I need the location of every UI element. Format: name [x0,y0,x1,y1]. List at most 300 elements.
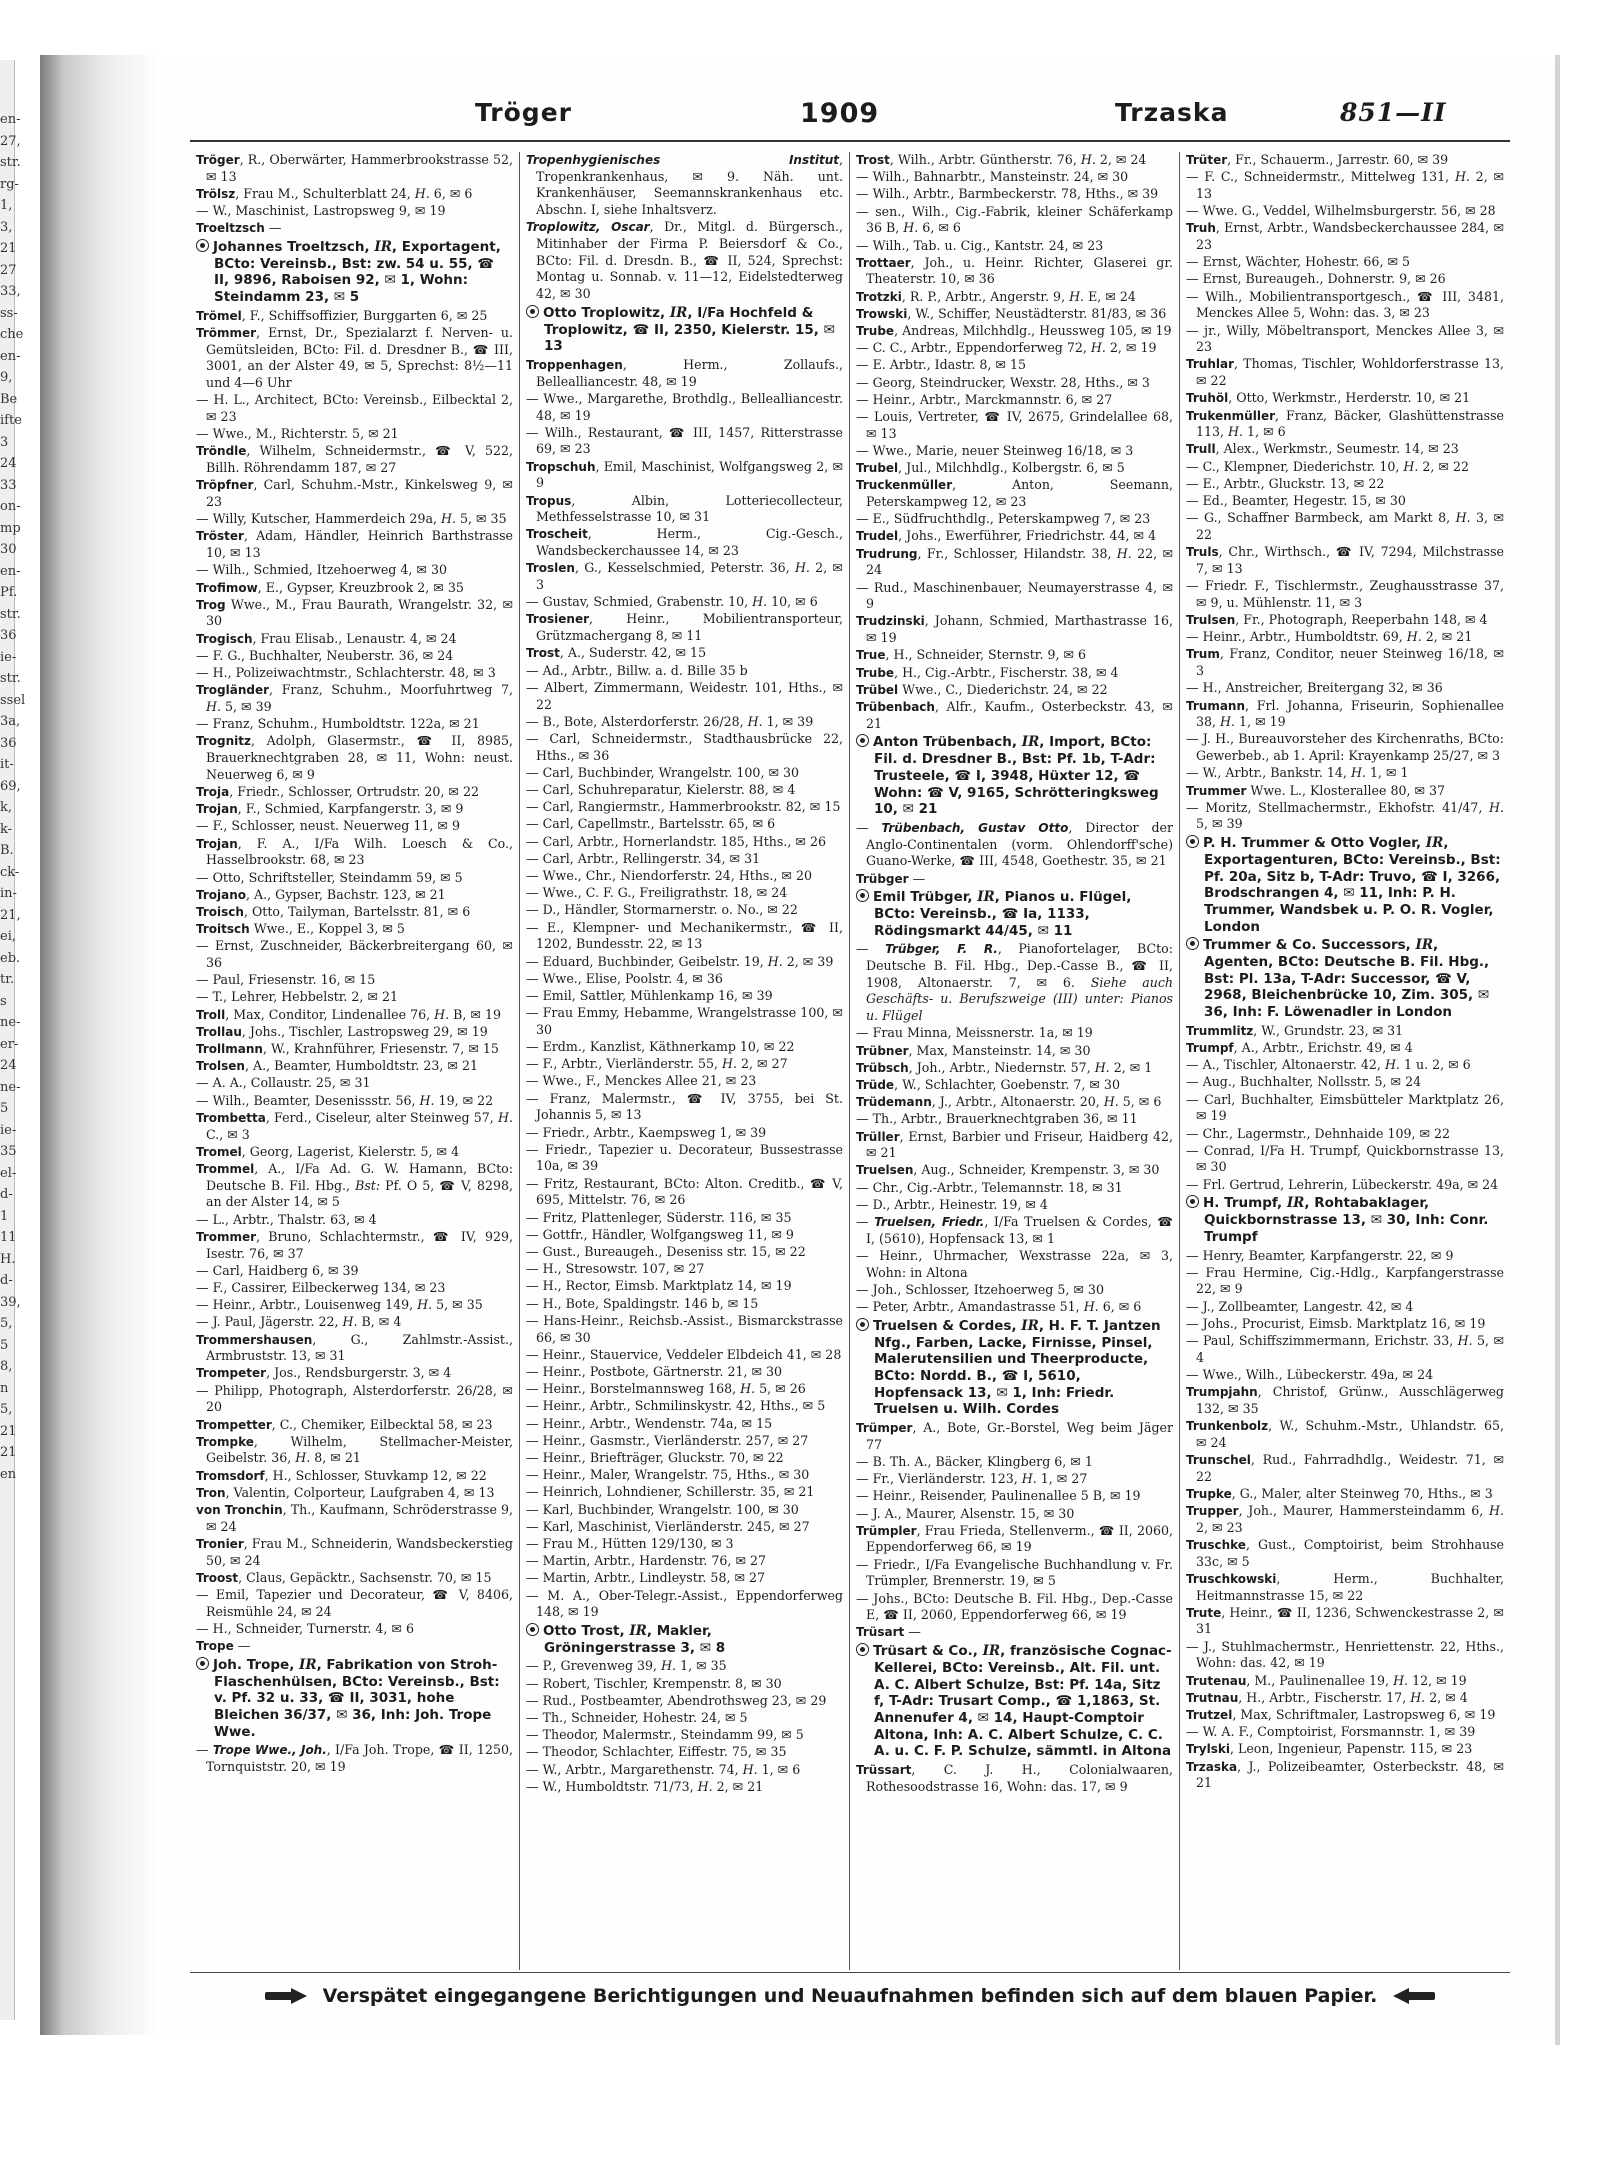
directory-entry: Trombetta, Ferd., Ciseleur, alter Steinweg 57, H. C., ✉ 3 [196,1109,513,1142]
directory-entry: Tromsdorf, H., Schlosser, Stuvkamp 12, ✉ 22 [196,1467,487,1483]
directory-entry: — Franz, Schuhm., Humboldtstr. 122a, ✉ 21 [196,716,480,732]
directory-entry: Trudzinski, Johann, Schmied, Marthastrasse 16, ✉ 19 [856,613,1173,646]
directory-entry: — F. G., Buchhalter, Neuberstr. 36, ✉ 24 [196,647,454,663]
directory-entry: Trommel, A., I/Fa Ad. G. W. Hamann, BCto: Deutsche B. Fil. Hbg., Bst: Pf. O 5, ☎ V, 8298, an der Alster 14, ✉ 5 [196,1160,513,1210]
directory-entry: — Heinr., Arbtr., Louisenweg 149, H. 5, ✉ 35 [196,1297,483,1313]
directory-entry: — H., Stresowstr. 107, ✉ 27 [526,1261,705,1277]
directory-entry: Truschkowski, Herm., Buchhalter, Heitmannstrasse 15, ✉ 22 [1186,1570,1504,1603]
directory-entry: — Wwe., C. F. G., Freiligrathstr. 18, ✉ 24 [526,885,788,901]
directory-entry: — Heinr., Arbtr., Wendenstr. 74a, ✉ 15 [526,1415,773,1431]
directory-entry: — G., Schaffner Barmbeck, am Markt 8, H. 3, ✉ 22 [1186,510,1505,542]
directory-entry: — Willy, Kutscher, Hammerdeich 29a, H. 5, ✉ 35 [196,511,507,527]
margin-fragment: ssel [0,692,26,708]
directory-entry: — Trübenbach, Gustav Otto, Director der Anglo-Continentalen (vorm. Ohlendorff'sche) Guano-Werke, ☎ III, 4548, Goethestr. 35, ✉ 21 [856,819,1173,869]
directory-entry: — Ad., Arbtr., Billw. a. d. Bille 35 b [526,662,748,678]
margin-fragment: el- [0,1165,17,1181]
directory-entry: — T., Lehrer, Hebbelstr. 2, ✉ 21 [196,989,399,1005]
directory-entry: Troplowitz, Oscar, Dr., Mitgl. d. Bürgersch., Mitinhaber der Firma P. Beiersdorf & Co., BCto: Fil. d. Dresdn. B., ☎ II, 524, Sprechst: Montag u. Sonnab. v. 11—12, Eidelstedterweg 42, ✉ 30 [526,219,843,302]
directory-entry: — Rud., Postbeamter, Abendrothsweg 23, ✉ 29 [526,1692,827,1708]
directory-entry: — Ernst, Zuschneider, Bäckerbreitergang 60, ✉ 36 [196,938,513,971]
margin-fragment: 3a, [0,714,21,729]
directory-entry: Trube, H., Cig.-Arbtr., Fischerstr. 38, ✉ 4 [856,664,1119,680]
directory-entry: Trompke, Wilhelm, Stellmacher-Meister, Geibelstr. 36, H. 8, ✉ 21 [196,1433,513,1466]
directory-entry: Trupper, Joh., Maurer, Hammersteindamm 6, H. 2, ✉ 23 [1186,1503,1504,1535]
directory-entry: — H., Bote, Spaldingstr. 146 b, ✉ 15 [526,1295,759,1311]
directory-entry: Trukenmüller, Franz, Bäcker, Glashüttenstrasse 113, H. 1, ✉ 6 [1186,407,1504,440]
directory-entry: — Wilh., Tab. u. Cig., Kantstr. 24, ✉ 23 [856,237,1104,253]
directory-entry: — Frl. Gertrud, Lehrerin, Lübeckerstr. 49a, ✉ 24 [1186,1176,1499,1192]
directory-entry: — Moritz, Stellmachermstr., Ekhofstr. 41/47, H. 5, ✉ 39 [1186,799,1504,832]
margin-fragment: 9, [0,370,13,385]
entry-text: Johannes Troeltzsch, IR, Exportagent, BCto: Vereinsb., Bst: zw. 54 u. 55, ☎ II, 9896, Raboisen 92, ✉ 1, Wohn: Steindamm 23, ✉ 5 [213,239,501,306]
firm-mark-icon [526,1623,539,1636]
directory-entry: — Wwe., M., Richterstr. 5, ✉ 21 [196,426,399,442]
directory-entry: Trübger — [856,870,926,886]
directory-entry: Trognitz, Adolph, Glasermstr., ☎ II, 8985, Brauerknechtgraben 28, ✉ 11, Wohn: neust. Neuerweg 6, ✉ 9 [196,733,513,782]
directory-column-1 [190,152,520,1970]
directory-entry: Tröpfner, Carl, Schuhm.-Mstr., Kinkelsweg 9, ✉ 23 [196,477,513,510]
directory-entry: Trommershausen, G., Zahlmstr.-Assist., Armbruststr. 13, ✉ 31 [196,1331,513,1364]
directory-entry: — Joh., Schlosser, Itzehoerweg 5, ✉ 30 [856,1281,1104,1297]
margin-fragment: 21 [0,1423,17,1439]
directory-entry: — Wilh., Arbtr., Barmbeckerstr. 78, Hths., ✉ 39 [856,186,1159,202]
directory-entry: Trömmer, Ernst, Dr., Spezialarzt f. Nerven- u. Gemütsleiden, BCto: Fil. d. Dresdner B., ☎ III, 3001, an der Alster 49, ✉ 5, Sprechst: 8½—11 und 4—6 Uhr [196,325,513,391]
margin-fragment: B. [0,843,14,858]
directory-entry: — Karl, Buchbinder, Wrangelstr. 100, ✉ 30 [526,1501,799,1517]
firm-mark-icon [856,734,869,747]
directory-entry: Troja, Friedr., Schlosser, Ortrudstr. 20, ✉ 22 [196,784,480,800]
directory-entry: Trudrung, Fr., Schlosser, Hilandstr. 38, H. 22, ✉ 24 [856,545,1173,578]
firm-entry [1186,835,1504,935]
directory-entry: — Fr., Vierländerstr. 123, H. 1, ✉ 27 [856,1471,1088,1487]
directory-entry: — Wwe., Margarethe, Brothdlg., Bellealliancestr. 48, ✉ 19 [526,390,843,423]
margin-fragment: 5, [0,1402,13,1417]
directory-entry: — Theodor, Malermstr., Steindamm 99, ✉ 5 [526,1727,804,1743]
directory-entry: — Frau M., Hütten 129/130, ✉ 3 [526,1535,734,1551]
margin-fragment: 39, [0,1294,21,1310]
directory-entry: — W., Arbtr., Bankstr. 14, H. 1, ✉ 1 [1186,765,1409,781]
directory-entry: — Erdm., Kanzlist, Käthnerkamp 10, ✉ 22 [526,1039,795,1055]
directory-entry: — Gustav, Schmied, Grabenstr. 10, H. 10, ✉ 6 [526,594,818,610]
directory-entry: — Gust., Bureaugeh., Deseniss str. 15, ✉ 22 [526,1244,806,1259]
directory-entry: — Fritz, Restaurant, BCto: Alton. Creditb., ☎ V, 695, Mittelstr. 76, ✉ 26 [526,1175,843,1208]
margin-fragment: k- [0,821,13,837]
margin-fragment: rg- [0,176,19,192]
margin-fragment: mp [0,520,21,536]
firm-entry [856,1318,1173,1418]
directory-entry: — Peter, Arbtr., Amandastrasse 51, H. 6, ✉ 6 [856,1299,1142,1315]
directory-entry: Trowski, W., Schiffer, Neustädterstr. 81/83, ✉ 36 [856,305,1167,321]
directory-entry: — A. A., Collaustr. 25, ✉ 31 [196,1075,371,1091]
entry-text: Otto Trost, IR, Makler, Gröningerstrasse 3, ✉ 8 [543,1622,726,1656]
directory-entry: Trzaska, J., Polizeibeamter, Osterbeckstr. 48, ✉ 21 [1186,1758,1504,1791]
directory-entry: — Ed., Beamter, Hegestr. 15, ✉ 30 [1186,493,1406,509]
firm-entry [526,1623,843,1656]
margin-fragment: 30 [0,542,17,557]
margin-fragment: 5 [0,1337,9,1353]
directory-entry: — Carl, Buchbinder, Wrangelstr. 100, ✉ 30 [526,764,800,780]
margin-fragment: 3 [0,434,9,450]
entry-text: P. H. Trummer & Otto Vogler, IR, Exportagenturen, BCto: Vereinsb., Bst: Pf. 20a, Sitz b, T-Adr: Truvo, ☎ I, 3266, Brodschrangen 4, ✉ 11, Inh: P. H. Trummer, Wandsbek u. P. O. R. Vogler, London [1203,835,1501,935]
directory-entry: — Carl, Schneidermstr., Stadthausbrücke 22, Hths., ✉ 36 [526,730,843,763]
directory-entry: — Heinr., Arbtr., Schmilinskystr. 42, Hths., ✉ 5 [526,1398,826,1414]
directory-entry: — Ernst, Bureaugeh., Dohnerstr. 9, ✉ 26 [1186,271,1446,287]
directory-entry: — Heinr., Briefträger, Gluckstr. 70, ✉ 22 [526,1449,784,1465]
directory-entry: Trüsart — [856,1624,921,1640]
directory-entry: — Friedr., Arbtr., Kaempsweg 1, ✉ 39 [526,1124,767,1140]
directory-entry: — Frau Emmy, Hebamme, Wrangelstrasse 100, ✉ 30 [526,1005,843,1037]
directory-entry: — Aug., Buchhalter, Nollsstr. 5, ✉ 24 [1186,1074,1422,1090]
directory-entry: Trog Wwe., M., Frau Baurath, Wrangelstr. 32, ✉ 30 [196,596,513,629]
directory-entry: — Louis, Vertreter, ☎ IV, 2675, Grindelallee 68, ✉ 13 [856,409,1173,441]
directory-entry: Troeltzsch — [196,220,282,236]
margin-fragment: Be [0,391,18,407]
directory-entry: Trübenbach, Alfr., Kaufm., Osterbeckstr. 43, ✉ 21 [856,699,1173,731]
entry-text: H. Trumpf, IR, Rohtabaklager, Quickbornstrasse 13, ✉ 30, Inh: Conr. Trumpf [1203,1195,1489,1245]
directory-entry: Trotzki, R. P., Arbtr., Angerstr. 9, H. E, ✉ 24 [856,288,1136,304]
directory-entry: Trompeter, Jos., Rendsburgerstr. 3, ✉ 4 [196,1365,452,1381]
directory-entry: — Friedr., Tapezier u. Decorateur, Bussestrasse 10a, ✉ 39 [526,1141,843,1174]
margin-fragment: 36 [0,628,17,643]
directory-entry: — Wwe., F., Menckes Allee 21, ✉ 23 [526,1073,757,1089]
directory-entry: — E., Klempner- und Mechanikermstr., ☎ II, 1202, Bundesstr. 22, ✉ 13 [526,919,843,952]
directory-entry: — Emil, Sattler, Mühlenkamp 16, ✉ 39 [526,987,773,1003]
margin-fragment: ie- [0,1122,17,1138]
directory-entry: — Rud., Maschinenbauer, Neumayerstrasse 4, ✉ 9 [856,579,1173,612]
margin-fragment: H. [0,1251,16,1267]
directory-entry: — Johs., BCto: Deutsche B. Fil. Hbg., Dep.-Casse E, ☎ II, 2060, Eppendorferweg 66, ✉ 19 [856,1590,1173,1623]
margin-fragment: tr. [0,972,15,987]
directory-entry: — F., Cassirer, Eilbeckerweg 134, ✉ 23 [196,1279,446,1295]
firm-entry [856,889,1173,939]
directory-entry: — Georg, Steindrucker, Wexstr. 28, Hths., ✉ 3 [856,374,1150,390]
directory-entry: Trogländer, Franz, Schuhm., Moorfuhrtweg 7, H. 5, ✉ 39 [196,682,513,714]
directory-entry: Trüde, W., Schlachter, Goebenstr. 7, ✉ 30 [856,1076,1120,1092]
directory-entry: Trüter, Fr., Schauerm., Jarrestr. 60, ✉ 39 [1186,152,1449,167]
margin-fragment: 1 [0,1208,9,1224]
margin-fragment: s [0,993,7,1009]
directory-entry: Truhöl, Otto, Werkmstr., Herderstr. 10, ✉ 21 [1186,390,1471,406]
margin-fragment: che [0,327,24,342]
margin-fragment: er- [0,1036,19,1052]
running-head-year: 1909 [800,98,880,129]
pointing-hand-icon [1391,1987,1435,2005]
margin-fragment: 33, [0,284,21,299]
directory-entry: — Wilh., Mobilientransportgesch., ☎ III, 3481, Menckes Allee 5, Wohn: das. 3, ✉ 23 [1186,288,1504,321]
directory-entry: — Robert, Tischler, Krempenstr. 8, ✉ 30 [526,1675,782,1691]
directory-entry: — Heinr., Gasmstr., Vierländerstr. 257, ✉ 27 [526,1432,809,1448]
pointing-hand-icon [265,1987,309,2005]
firm-entry [196,1657,513,1741]
directory-entry: Trollau, Johs., Tischler, Lastropsweg 29, ✉ 19 [196,1023,488,1039]
directory-entry: — C., Klempner, Diederichstr. 10, H. 2, ✉ 22 [1186,458,1470,474]
directory-entry: — H., Anstreicher, Breitergang 32, ✉ 36 [1186,680,1443,696]
directory-entry: — Friedr. F., Tischlermstr., Zeughausstrasse 37, ✉ 9, u. Mühlenstr. 11, ✉ 3 [1186,578,1504,610]
directory-entry: Troisch, Otto, Tailyman, Bartelsstr. 81, ✉ 6 [196,903,471,919]
directory-entry: Trüssart, C. J. H., Colonialwaaren, Rothesoodstrasse 16, Wohn: das. 17, ✉ 9 [856,1762,1173,1794]
running-head-first-name: Tröger [475,98,572,127]
directory-entry: Trölsz, Frau M., Schulterblatt 24, H. 6, ✉ 6 [196,185,473,201]
header-rule [190,140,1510,142]
margin-fragment: eb. [0,950,21,966]
directory-entry: Trümper, A., Bote, Gr.-Borstel, Weg beim Jäger 77 [856,1420,1173,1452]
entry-text: Truelsen & Cordes, IR, H. F. T. Jantzen Nfg., Farben, Lacke, Firnisse, Pinsel, Malerutensilien und Theerproducte, BCto: Nordd. B., ☎ I, 5610, Hopfensack 13, ✉ 1, Inh: Friedr. Truelsen u. Wilh. Cordes [873,1317,1161,1418]
directory-entry: — Carl, Arbtr., Hornerlandstr. 185, Hths., ✉ 26 [526,833,826,849]
margin-fragment: 21 [0,1445,17,1460]
margin-fragment: in- [0,886,17,901]
directory-entry: — Wwe., Marie, neuer Steinweg 16/18, ✉ 3 [856,442,1134,458]
directory-entry: Trull, Alex., Werkmstr., Seumestr. 14, ✉ 23 [1186,441,1459,457]
directory-entry: — F., Arbtr., Vierländerstr. 55, H. 2, ✉ 27 [526,1056,788,1072]
directory-entry: — P., Grevenweg 39, H. 1, ✉ 35 [526,1658,727,1674]
margin-fragment: str. [0,606,21,622]
directory-entry: — B., Bote, Alsterdorferstr. 26/28, H. 1, ✉ 39 [526,713,814,729]
directory-entry: Truls, Chr., Wirthsch., ☎ IV, 7294, Milchstrasse 7, ✉ 13 [1186,544,1504,576]
directory-entry: — Th., Arbtr., Brauerknechtgraben 36, ✉ 11 [856,1111,1138,1127]
directory-entry: — Carl, Arbtr., Rellingerstr. 34, ✉ 31 [526,850,761,866]
directory-entry: Trube, Andreas, Milchhdlg., Heussweg 105, ✉ 19 [856,323,1172,339]
firm-entry [856,1643,1173,1760]
margin-fragment: ie- [0,649,17,665]
directory-entry: — E. Arbtr., Idastr. 8, ✉ 15 [856,357,1026,373]
directory-entry: — F., Schlosser, neust. Neuerweg 11, ✉ 9 [196,818,460,834]
directory-entry: — J. H., Bureauvorsteher des Kirchenraths, BCto: Gewerbeb., ab 1. April: Krayenkamp 25/27, ✉ 3 [1186,731,1504,764]
directory-entry: — Gottfr., Händler, Wolfgangsweg 11, ✉ 9 [526,1226,794,1242]
directory-entry: Trylski, Leon, Ingenieur, Papenstr. 115, ✉ 23 [1186,1741,1473,1757]
directory-entry: — jr., Willy, Möbeltransport, Menckes Allee 3, ✉ 23 [1186,322,1504,355]
margin-fragment: 27 [0,262,17,278]
book-gutter-shadow [40,55,160,2035]
directory-entry: Tropenhygienisches Institut, Tropenkrankenhaus, ✉ 9. Näh. unt. Krankenhäuser, Seemannskrankenhaus etc. Abschn. I, siehe Inhaltsverz. [526,152,843,218]
directory-entry: — Johs., Procurist, Eimsb. Marktplatz 16, ✉ 19 [1186,1315,1486,1331]
directory-page [160,60,1555,2040]
directory-column-2 [520,152,850,1970]
directory-entry: — Karl, Maschinist, Vierländerstr. 245, ✉ 27 [526,1518,810,1534]
directory-entry: Tröster, Adam, Händler, Heinrich Barthstrasse 10, ✉ 13 [196,528,513,561]
firm-mark-icon [856,889,869,902]
directory-entry: — Emil, Tapezier und Decorateur, ☎ V, 8406, Reismühle 24, ✉ 24 [196,1587,513,1619]
directory-entry: Trumann, Frl. Johanna, Friseurin, Sophienallee 38, H. 1, ✉ 19 [1186,697,1504,730]
directory-entry: — W. A. F., Comptoirist, Forsmannstr. 1, ✉ 39 [1186,1724,1476,1740]
directory-entry: Trumpjahn, Christof, Grünw., Ausschlägerweg 132, ✉ 35 [1186,1384,1504,1416]
directory-entry: — Heinr., Stauervice, Veddeler Elbdeich 41, ✉ 28 [526,1346,842,1362]
directory-entry: Trost, A., Suderstr. 42, ✉ 15 [526,645,707,661]
directory-entry: — Heinr., Maler, Wrangelstr. 75, Hths., ✉ 30 [526,1467,810,1483]
margin-fragment: d- [0,1273,13,1288]
directory-entry: — Wwe., Elise, Poolstr. 4, ✉ 36 [526,970,723,986]
margin-fragment: 11 [0,1230,17,1245]
directory-entry: Tromel, Georg, Lagerist, Kielerstr. 5, ✉ 4 [196,1143,460,1159]
directory-entry: — Heinrich, Lohndiener, Schillerstr. 35, ✉ 21 [526,1484,815,1500]
directory-entry: True, H., Schneider, Sternstr. 9, ✉ 6 [856,647,1087,663]
directory-entry: Truhlar, Thomas, Tischler, Wohldorferstrasse 13, ✉ 22 [1186,356,1504,389]
directory-entry: Trompetter, C., Chemiker, Eilbecktal 58, ✉ 23 [196,1416,493,1432]
directory-entry: — Heinr., Arbtr., Marckmannstr. 6, ✉ 27 [856,391,1113,407]
directory-entry: Trommer, Bruno, Schlachtermstr., ☎ IV, 929, Isestr. 76, ✉ 37 [196,1228,513,1261]
directory-entry: Trottaer, Joh., u. Heinr. Richter, Glaserei gr. Theaterstr. 10, ✉ 36 [856,254,1173,287]
directory-entry: Troitsch Wwe., E., Koppel 3, ✉ 5 [196,921,405,937]
directory-entry: Trudel, Johs., Ewerführer, Friedrichstr. 44, ✉ 4 [856,528,1157,544]
directory-entry: Troll, Max, Conditor, Lindenallee 76, H. B, ✉ 19 [196,1006,501,1022]
directory-entry: — J., Stuhlmachermstr., Henriettenstr. 22, Hths., Wohn: das. 42, ✉ 19 [1186,1638,1504,1671]
directory-entry: — C. C., Arbtr., Eppendorferweg 72, H. 2, ✉ 19 [856,340,1157,356]
page-right-edge [1555,55,1560,2045]
directory-entry: — Conrad, I/Fa H. Trumpf, Quickbornstrasse 13, ✉ 30 [1186,1142,1504,1175]
firm-entry [1186,1195,1504,1245]
directory-entry: — Martin, Arbtr., Lindleystr. 58, ✉ 27 [526,1570,766,1586]
directory-entry: — E., Südfruchthdlg., Peterskampweg 7, ✉ 23 [856,511,1151,527]
entry-text: Anton Trübenbach, IR, Import, BCto: Fil. d. Dresdner B., Bst: Pf. 1b, T-Adr: Trusteele, ☎ I, 3948, Hüxter 12, ☎ Wohn: ☎ V, 9165, Schrötteringksweg 10, ✉ 21 [873,734,1159,818]
directory-entry: — Truelsen, Friedr., I/Fa Truelsen & Cordes, ☎ I, (5610), Hopfensack 13, ✉ 1 [856,1214,1173,1246]
margin-fragment: str. [0,155,21,170]
margin-fragment: n [0,1380,9,1396]
directory-entry: — B. Th. A., Bäcker, Klingberg 6, ✉ 1 [856,1453,1093,1469]
directory-entry: Truschke, Gust., Comptoirist, beim Strohhause 33c, ✉ 5 [1186,1536,1504,1569]
directory-entry: Tröndle, Wilhelm, Schneidermstr., ☎ V, 522, Billh. Röhrendamm 187, ✉ 27 [196,443,513,476]
directory-entry: — Th., Schneider, Hohestr. 24, ✉ 5 [526,1709,748,1725]
directory-entry: Trojan, F. A., I/Fa Wilh. Loesch & Co., Hasselbrookstr. 68, ✉ 23 [196,835,513,868]
directory-entry: — Wwe., Wilh., Lübeckerstr. 49a, ✉ 24 [1186,1366,1434,1382]
directory-entry: Trümpler, Frau Frieda, Stellenverm., ☎ II, 2060, Eppendorferweg 66, ✉ 19 [856,1522,1173,1555]
margin-fragment: ss- [0,305,18,321]
directory-entry: Trunkenbolz, W., Schuhm.-Mstr., Uhlandstr. 65, ✉ 24 [1186,1418,1504,1450]
directory-entry: — Wilh., Restaurant, ☎ III, 1457, Ritterstrasse 69, ✉ 23 [526,424,843,457]
entry-text: Emil Trübger, IR, Pianos u. Flügel, BCto: Vereinsb., ☎ Ia, 1133, Rödingsmarkt 44/45, ✉ 11 [873,889,1132,939]
directory-entry: Trummer Wwe. L., Klosterallee 80, ✉ 37 [1186,782,1446,798]
directory-entry: Trubel, Jul., Milchhdlg., Kolbergstr. 6, ✉ 5 [856,460,1125,476]
margin-fragment: 27, [0,133,21,149]
directory-entry: Trosiener, Heinr., Mobilientransporteur, Grützmachergang 8, ✉ 11 [526,611,843,644]
directory-entry: — Martin, Arbtr., Hardenstr. 76, ✉ 27 [526,1553,767,1569]
directory-entry: — Trope Wwe., Joh., I/Fa Joh. Trope, ☎ II, 1250, Tornquiststr. 20, ✉ 19 [196,1742,513,1775]
directory-entry: — Carl, Schuhreparatur, Kielerstr. 88, ✉ 4 [526,782,796,798]
margin-fragment: 33 [0,477,17,493]
margin-fragment: 24 [0,1058,17,1073]
firm-entry [856,734,1173,818]
entry-text: Trummer & Co. Successors, IR, Agenten, BCto: Deutsche B. Fil. Hbg., Bst: Pl. 13a, T-Adr: Successor, ☎ V, 2968, Bleichenbrücke 10, Zim. 305, ✉ 36, Inh: F. Löwenadler in London [1203,937,1490,1021]
directory-entry: Trübner, Max, Mansteinstr. 14, ✉ 30 [856,1042,1091,1058]
directory-entry: — Carl, Rangiermstr., Hammerbrookstr. 82, ✉ 15 [526,799,841,815]
directory-entry: — Heinr., Borstelmannsweg 168, H. 5, ✉ 26 [526,1381,806,1397]
directory-entry: von Tronchin, Th., Kaufmann, Schröderstrasse 9, ✉ 24 [196,1502,513,1534]
margin-fragment: 1, [0,198,13,213]
directory-entry: Truh, Ernst, Arbtr., Wandsbeckerchaussee 284, ✉ 23 [1186,220,1504,253]
left-page-margin-fragments [0,110,40,1910]
margin-fragment: 5, [0,1316,13,1331]
directory-entry: — Eduard, Buchbinder, Geibelstr. 19, H. 2, ✉ 39 [526,953,834,969]
directory-entry: — D., Händler, Stormarnerstr. o. No., ✉ 22 [526,902,798,918]
firm-mark-icon [196,1657,209,1670]
directory-entry: Trojano, A., Gypser, Bachstr. 123, ✉ 21 [196,886,446,902]
directory-entry: — J. Paul, Jägerstr. 22, H. B, ✉ 4 [196,1314,402,1330]
directory-entry: Trumpf, A., Arbtr., Erichstr. 49, ✉ 4 [1186,1040,1413,1056]
directory-entry: — Carl, Buchhalter, Eimsbütteler Marktplatz 26, ✉ 19 [1186,1091,1504,1124]
directory-entry: Trojan, F., Schmied, Karpfangerstr. 3, ✉ 9 [196,801,464,817]
footer-text: Verspätet eingegangene Berichtigungen und Neuaufnahmen befinden sich auf dem blauen Papier. [322,1985,1378,2007]
directory-entry: — F. C., Schneidermstr., Mittelweg 131, H. 2, ✉ 13 [1186,169,1504,201]
directory-entry: — Friedr., I/Fa Evangelische Buchhandlung v. Fr. Trümpler, Brennerstr. 19, ✉ 5 [856,1556,1173,1589]
directory-entry: — Paul, Schiffszimmermann, Erichstr. 33, H. 5, ✉ 4 [1186,1333,1504,1365]
firm-mark-icon [1186,1195,1199,1208]
directory-entry: Troslen, G., Kesselschmied, Peterstr. 36, H. 2, ✉ 3 [526,560,843,593]
directory-column-4 [1180,152,1510,1970]
directory-entry: Trüdemann, J., Arbtr., Altonaerstr. 20, H. 5, ✉ 6 [856,1094,1162,1110]
margin-fragment: en- [0,348,21,364]
directory-entry: — Chr., Cig.-Arbtr., Telemannstr. 18, ✉ 31 [856,1179,1123,1195]
directory-entry: — Franz, Malermstr., ☎ IV, 3755, bei St. Johannis 5, ✉ 13 [526,1090,843,1123]
directory-entry: — Henry, Beamter, Karpfangerstr. 22, ✉ 9 [1186,1247,1454,1263]
margin-fragment: en- [0,563,21,579]
page-number: 851—II [1340,98,1447,127]
directory-entry: Trömel, F., Schiffsoffizier, Burggarten 6, ✉ 25 [196,307,488,323]
directory-entry: Trum, Franz, Conditor, neuer Steinweg 16/18, ✉ 3 [1186,646,1504,679]
entry-text: Joh. Trope, IR, Fabrikation von Stroh-Flaschenhülsen, BCto: Vereinsb., Bst: v. Pf. 32 u. 33, ☎ II, 3031, hohe Bleichen 36/37, ✉ 36, Inh: Joh. Trope Wwe. [213,1656,500,1740]
directory-entry: Trutzel, Max, Schriftmaler, Lastropsweg 6, ✉ 19 [1186,1706,1496,1722]
firm-mark-icon [856,1643,869,1656]
directory-entry: Trupke, G., Maler, alter Steinweg 70, Hths., ✉ 3 [1186,1485,1493,1501]
directory-entry: — M. A., Ober-Telegr.-Assist., Eppendorferweg 148, ✉ 19 [526,1587,843,1620]
directory-entry: Trunschel, Rud., Fahrradhdlg., Weidestr. 71, ✉ 22 [1186,1451,1504,1484]
margin-fragment: 3, [0,219,13,235]
margin-fragment: str. [0,671,21,686]
directory-entry: Troost, Claus, Gepäcktr., Sachsenstr. 70, ✉ 15 [196,1569,492,1585]
directory-entry: Trolsen, A., Beamter, Humboldtstr. 23, ✉ 21 [196,1058,479,1074]
margin-fragment: ne- [0,1079,21,1095]
directory-entry: — Heinr., Reisender, Paulinenallee 5 B, ✉ 19 [856,1488,1141,1504]
margin-fragment: d- [0,1187,13,1202]
directory-entry: — Trübger, F. R., Pianofortelager, BCto: Deutsche B. Fil. Hbg., Dep.-Casse B., ☎ II, 1908, Altonaerstr. 7, ✉ 6. Siehe auch Geschäfts- u. Berufszweige (III) unter: Pianos u. Flügel [856,941,1173,1024]
directory-columns [190,152,1510,1970]
directory-entry: — A., Tischler, Altonaerstr. 42, H. 1 u. 2, ✉ 6 [1186,1057,1471,1073]
directory-entry: — W., Humboldtstr. 71/73, H. 2, ✉ 21 [526,1778,764,1794]
directory-entry: Trofimow, E., Gypser, Kreuzbrook 2, ✉ 35 [196,579,464,595]
directory-entry: Trübsch, Joh., Arbtr., Niedernstr. 57, H. 2, ✉ 1 [856,1059,1153,1075]
directory-entry: — E., Arbtr., Gluckstr. 13, ✉ 22 [1186,475,1385,491]
running-head [160,98,1555,138]
directory-entry: — J., Zollbeamter, Langestr. 42, ✉ 4 [1186,1298,1414,1314]
directory-entry: Tröger, R., Oberwärter, Hammerbrookstrasse 52, ✉ 13 [196,152,513,184]
directory-entry: — Heinr., Uhrmacher, Wexstrasse 22a, ✉ 3, Wohn: in Altona [856,1248,1173,1280]
entry-text: Otto Troplowitz, IR, I/Fa Hochfeld & Troplowitz, ☎ II, 2350, Kielerstr. 15, ✉ 13 [543,304,835,355]
directory-entry: — Carl, Haidberg 6, ✉ 39 [196,1262,359,1278]
directory-column-3 [850,152,1180,1970]
margin-fragment: Pf. [0,585,18,600]
directory-entry: — J. A., Maurer, Alsenstr. 15, ✉ 30 [856,1505,1075,1521]
directory-entry: Trost, Wilh., Arbtr. Güntherstr. 76, H. 2, ✉ 24 [856,152,1147,167]
directory-entry: — Philipp, Photograph, Alsterdorferstr. 26/28, ✉ 20 [196,1382,513,1415]
directory-entry: Tron, Valentin, Colporteur, Laufgraben 4, ✉ 13 [196,1484,495,1500]
directory-entry: — Wilh., Bahnarbtr., Mansteinstr. 24, ✉ 30 [856,169,1129,185]
directory-entry: — W., Maschinist, Lastropsweg 9, ✉ 19 [196,203,446,219]
margin-fragment: 5 [0,1101,9,1116]
directory-entry: — H., Polizeiwachtmstr., Schlachterstr. 48, ✉ 3 [196,665,496,681]
firm-entry [196,239,513,306]
firm-mark-icon [1186,937,1199,950]
directory-entry: — Chr., Lagermstr., Dehnhaide 109, ✉ 22 [1186,1125,1451,1141]
margin-fragment: 8, [0,1359,13,1374]
margin-fragment: it- [0,757,14,772]
firm-mark-icon [526,305,539,318]
margin-fragment: en- [0,112,21,127]
margin-fragment: k, [0,800,13,815]
directory-entry: — Wilh., Schmied, Itzehoerweg 4, ✉ 30 [196,562,447,578]
directory-entry: Trummlitz, W., Grundstr. 23, ✉ 31 [1186,1022,1404,1038]
margin-fragment: ne- [0,1015,21,1030]
directory-entry: Trogisch, Frau Elisab., Lenaustr. 4, ✉ 24 [196,630,457,646]
directory-entry: Trollmann, W., Krahnführer, Friesenstr. 7, ✉ 15 [196,1041,499,1057]
footer-notice [190,1978,1510,2014]
directory-entry: Troppenhagen, Herm., Zollaufs., Bellealliancestr. 48, ✉ 19 [526,356,843,389]
